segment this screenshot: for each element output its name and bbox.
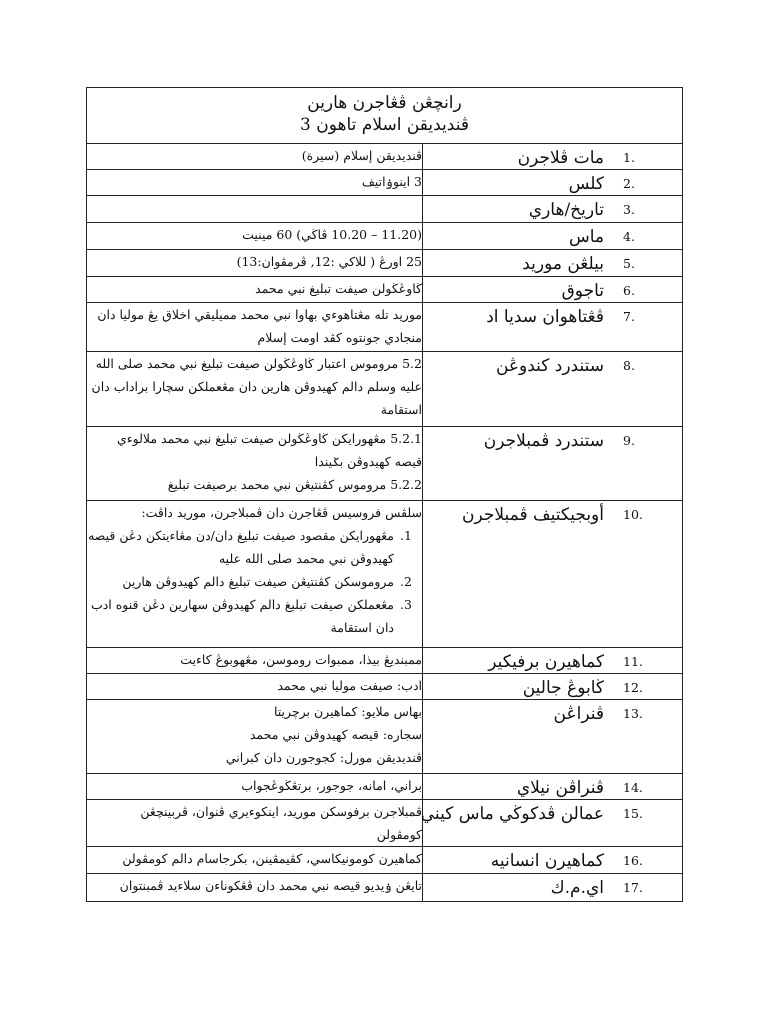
row-value-line: 5.2 مروموس اعتبار ڬاوڠڬولن صيفت تبليغ نبي محمد صلى الله <box>95 356 422 371</box>
row-value: ادب: صيفت موليا نبي محمد <box>277 678 422 693</box>
form-row <box>87 277 683 303</box>
row-number: 7. <box>623 309 635 324</box>
document-subtitle: ڤنديديقن اسلام تاهون 3 <box>300 115 469 135</box>
form-row <box>87 648 683 674</box>
row-label: ڤنراڤن نيلاي <box>516 778 604 798</box>
row-label: كلس <box>568 174 604 194</box>
row-value-cell <box>87 648 423 674</box>
row-number: 8. <box>623 358 635 373</box>
row-label: كماهيرن برفيكير <box>488 652 604 672</box>
row-value: (11.20 – 10.20 ڤاڬي) 60 مينيت <box>242 227 422 242</box>
row-label: ستندرد كندوڠن <box>495 356 604 376</box>
row-number: 1. <box>623 150 635 165</box>
row-value-cell <box>87 250 423 277</box>
row-value-line: موريد تله مڠتاهوءي بهاوا نبي محمد مميليقي اخلاق يڠ موليا دان <box>97 307 422 322</box>
row-value-line: ڤنديديقن مورل: كجوجورن دان كبراني <box>225 750 422 765</box>
form-row <box>87 427 683 501</box>
row-value: تايڠن ۏيديو قيصه نبي محمد دان ڤڠكوناءن سلاءيد ڤمبنتوان <box>119 878 422 893</box>
row-number: 5. <box>623 256 635 271</box>
header-row <box>87 88 683 144</box>
row-value-line: بهاس ملايو: كماهيرن برچريتا <box>273 704 422 719</box>
row-label-cell <box>423 501 683 648</box>
row-value-line: 5.2.1 مڠهورايكن ڬاوڠڬولن صيفت تبليغ نبي محمد ملالوءي <box>116 431 422 446</box>
row-value-cell <box>87 277 423 303</box>
row-value-cell <box>87 847 423 874</box>
row-value-line: 5.2.2 مروموس كڤنتيڠن نبي محمد برصيفت تبليغ <box>167 477 422 492</box>
row-label-cell <box>423 170 683 196</box>
row-label: ڬابوڠ جالين <box>522 678 604 698</box>
row-label: ڤنراڠن <box>553 704 604 724</box>
form-row <box>87 303 683 352</box>
row-number: 16. <box>623 853 643 868</box>
row-value-cell <box>87 170 423 196</box>
row-number: 3. <box>623 202 635 217</box>
row-value-line: كومڤولن <box>376 827 422 842</box>
form-row <box>87 250 683 277</box>
document-title: رانچڠن ڤڠاجرن هارين <box>307 93 462 113</box>
row-value-cell <box>87 874 423 902</box>
row-value: 3 اينوۏاتيف <box>361 174 422 189</box>
row-value-cell <box>87 144 423 170</box>
row-label-cell <box>423 352 683 427</box>
row-label: ستندرد ڤمبلاجرن <box>483 431 604 451</box>
objective-item: 2. مروموسكن كڤنتيڠن صيفت تبليغ دالم كهيدوڤن هارين <box>87 570 396 593</box>
row-label-cell <box>423 196 683 223</box>
row-label-cell <box>423 874 683 902</box>
header-cell <box>87 88 683 144</box>
row-value-cell <box>87 427 423 501</box>
row-number: 10. <box>623 507 643 522</box>
row-label-cell <box>423 427 683 501</box>
form-row <box>87 774 683 800</box>
form-row <box>87 144 683 170</box>
row-value-line: سجاره: قيصه كهيدوڤن نبي محمد <box>249 727 422 742</box>
row-value-cell <box>87 774 423 800</box>
row-label: تاجوق <box>561 281 604 301</box>
form-row <box>87 501 683 648</box>
row-label: تاريخ/هاري <box>528 200 604 220</box>
row-label-cell <box>423 303 683 352</box>
objective-item: 3. مڠعملكن صيفت تبليغ دالم كهيدوڤن سهارين دڠن قنوه ادب دان استقامة <box>87 593 396 639</box>
objectives-intro: سلڤس فروسيس ڤڠاجرن دان ڤمبلاجرن، موريد داڤت: <box>141 505 422 520</box>
row-number: 4. <box>623 229 635 244</box>
row-value-line: منجادي جونتوه كڤد اومت إسلام <box>257 330 422 345</box>
row-label: ماس <box>568 227 604 247</box>
row-value-cell <box>87 800 423 847</box>
row-label-cell <box>423 774 683 800</box>
form-row <box>87 170 683 196</box>
objectives-list <box>87 524 422 639</box>
row-label-cell <box>423 277 683 303</box>
row-number: 2. <box>623 176 635 191</box>
form-row <box>87 352 683 427</box>
row-number: 17. <box>623 880 643 895</box>
row-label: اي.م.ك <box>550 878 604 898</box>
row-value-line: ڤمبلاجرن برفوسكن موريد، اينكوءيري ڤنوان، ڤربينچڠن <box>140 804 422 819</box>
form-row <box>87 700 683 774</box>
row-value-line: قيصه كهيدوڤن بݢيندا <box>314 454 422 469</box>
row-value: كماهيرن كومونيكاسي، كڤيمڤينن، بكرجاسام دالم كومڤولن <box>122 851 422 866</box>
row-number: 11. <box>623 654 643 669</box>
row-label: عمالن ڤدكوڬي ماس كيني <box>420 804 604 824</box>
row-number: 13. <box>623 706 643 721</box>
row-label: بيلڠن موريد <box>522 254 604 274</box>
row-value-cell <box>87 352 423 427</box>
row-label-cell <box>423 674 683 700</box>
row-value: 25 اورڠ ( للاكي :12, ڤرمڤوان:13) <box>236 254 422 269</box>
row-label-cell <box>423 700 683 774</box>
row-number: 12. <box>623 680 643 695</box>
row-label: مات ڤلاجرن <box>517 148 604 168</box>
form-row <box>87 847 683 874</box>
form-row <box>87 800 683 847</box>
lesson-plan-body <box>87 88 683 902</box>
form-row <box>87 874 683 902</box>
form-row <box>87 674 683 700</box>
row-value: ممبنديڠ بيذا، ممبوات روموسن، مڠهوبوڠ كاءيت <box>180 652 422 667</box>
row-label-cell <box>423 250 683 277</box>
row-number: 15. <box>623 806 643 821</box>
form-row <box>87 223 683 250</box>
row-label-cell <box>420 800 683 847</box>
lesson-plan-table <box>86 87 683 902</box>
row-number: 6. <box>623 283 635 298</box>
row-value-cell <box>87 700 423 774</box>
row-label: كماهيرن انسانيه <box>490 851 604 871</box>
row-value-cell <box>87 674 423 700</box>
row-value-cell <box>87 303 423 352</box>
row-value: ڤنديديقن إسلام (سيرة) <box>301 148 422 163</box>
row-value-cell <box>87 196 423 223</box>
row-value: ڬاوڠڬولن صيفت تبليغ نبي محمد <box>255 281 422 296</box>
row-label: أوبجيكتيف ڤمبلاجرن <box>461 505 604 525</box>
objective-item: 1. مڠهورايكن مقصود صيفت تبليغ دان/دن مڠاءيتكن دڠن قيصه كهيدوڤن نبي محمد صلى الله عليه <box>87 524 396 570</box>
row-value-cell <box>87 223 423 250</box>
row-value: براني، امانه، جوجور، برتڠڬوڠجواب <box>241 778 422 793</box>
row-value-cell <box>87 501 423 648</box>
row-label-cell <box>423 223 683 250</box>
row-label-cell <box>423 847 683 874</box>
form-row <box>87 196 683 223</box>
row-label-cell <box>423 648 683 674</box>
row-label-cell <box>423 144 683 170</box>
row-number: 14. <box>623 780 643 795</box>
row-label: ڤڠتاهوان سديا اد <box>486 307 604 327</box>
row-value-line: عليه وسلم دالم كهيدوڤن هارين دان مڠعملكن سچارا براداب دان <box>91 379 422 394</box>
row-value-line: استقامة <box>380 402 422 417</box>
row-number: 9. <box>623 433 635 448</box>
